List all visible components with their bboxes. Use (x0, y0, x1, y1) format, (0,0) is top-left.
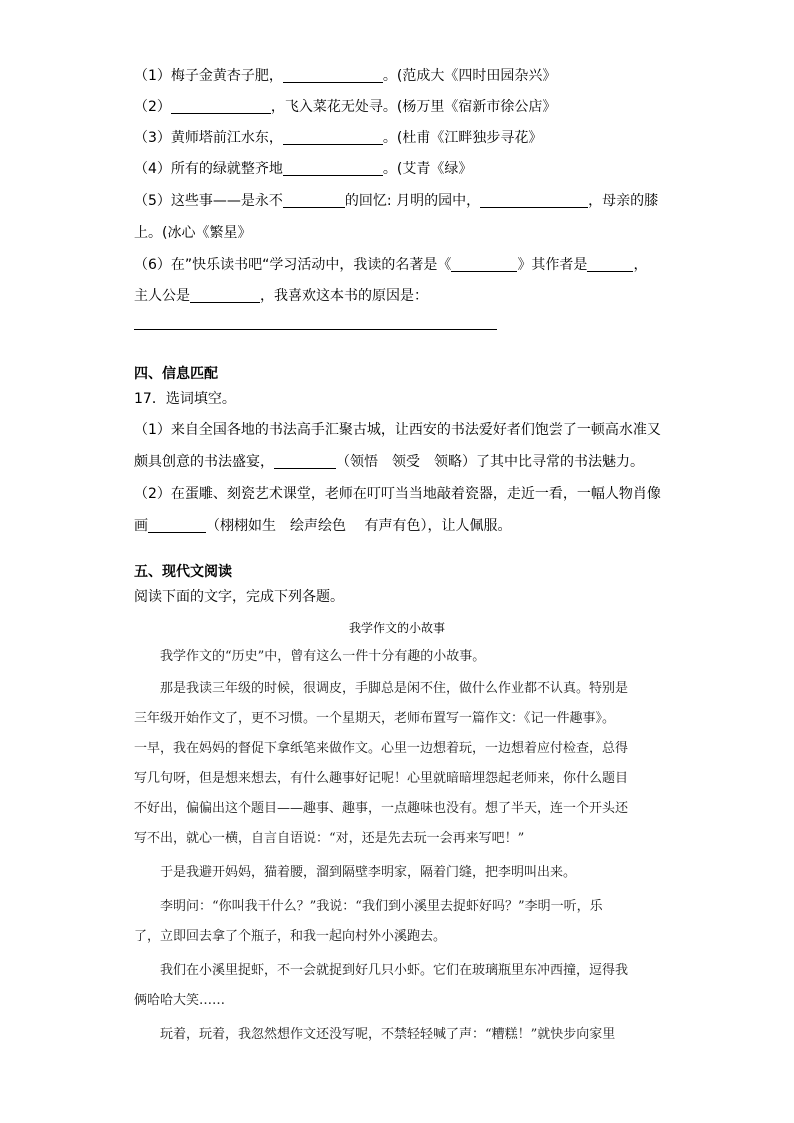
story-line: 一早，我在妈妈的督促下拿纸笔来做作文。心里一边想着玩，一边想着应付检查，总得 (134, 741, 629, 756)
story-line: 我学作文的“历史”中，曾有这么一件十分有趣的小故事。 (134, 649, 486, 664)
story-line: 写几句呀，但是想来想去，有什么趣事好记呢！心里就暗暗埋怨起老师来，你什么题目 (134, 771, 629, 786)
section-5-title: 五、现代文阅读 (134, 564, 232, 580)
question-text: 的回忆: 月明的园中， (344, 193, 481, 209)
question-text: ， (633, 257, 648, 273)
question-4 (134, 159, 472, 179)
story-line: 三年级开始作文了，更不习惯。一个星期天，老师布置写一篇作文：《记一件趣事》。 (134, 711, 616, 726)
story-line: 俩哈哈大笑…… (134, 993, 226, 1008)
question-text: 颇具创意的书法盛宴， (134, 454, 274, 470)
story-line: 写不出，就心一横，自言自语说：“对，还是先去玩一会再来写吧！” (134, 831, 525, 846)
story-line: 于是我避开妈妈，猫着腰，溜到隔壁李明家，隔着门缝，把李明叫出来。 (134, 865, 577, 880)
question-1 (134, 66, 556, 86)
answer-blank[interactable] (587, 257, 633, 272)
question-17-2-line2 (134, 516, 511, 536)
question-text: ，母亲的膝 (588, 193, 659, 209)
section-4-title: 四、信息匹配 (134, 366, 218, 382)
question-number: （1） (134, 68, 171, 84)
question-17-1-line1: （1）来自全国各地的书法高手汇聚古城，让西安的书法爱好者们饱尝了一顿高水准又 (134, 422, 661, 438)
answer-blank[interactable] (283, 130, 383, 145)
story-line: 不好出，偏偏出这个题目——趣事、趣事，一点趣味也没有。想了半天，连一个开头还 (134, 801, 629, 816)
answer-blank[interactable] (283, 193, 345, 208)
answer-blank[interactable] (171, 99, 271, 114)
question-5 (134, 191, 658, 211)
question-text: 所有的绿就整齐地 (170, 161, 283, 177)
question-6 (134, 255, 647, 275)
answer-blank[interactable] (451, 257, 517, 272)
question-6-continued (134, 286, 428, 306)
question-text: 主人公是 (134, 288, 190, 304)
question-text: 梅子金黄杏子肥， (170, 68, 283, 84)
question-number: （2） (134, 99, 171, 115)
question-text: 在”快乐读书吧“学习活动中，我读的名著是《 (170, 257, 452, 273)
question-17: 17．选词填空。 (134, 391, 236, 407)
question-number: （5） (134, 193, 171, 209)
question-text: ，飞入菜花无处寻。(杨万里《宿新市徐公店》 (270, 99, 557, 115)
answer-blank[interactable] (190, 288, 260, 303)
answer-blank[interactable] (283, 161, 383, 176)
question-text: 。(杜甫《江畔独步寻花》 (382, 130, 543, 146)
question-text: 黄师塔前江水东， (170, 130, 283, 146)
question-text: （栩栩如生 绘声绘色 有声有色），让人佩服。 (206, 518, 512, 534)
story-line: 玩着，玩着，我忽然想作文还没写呢，不禁轻轻喊了声：“糟糕！”就快步向家里 (134, 1027, 616, 1042)
answer-blank[interactable] (274, 454, 336, 469)
question-text: 》其作者是 (517, 257, 588, 273)
answer-line[interactable] (134, 329, 497, 330)
answer-blank[interactable] (480, 193, 588, 208)
question-text: ，我喜欢这本书的原因是： (260, 288, 428, 304)
question-number: （4） (134, 161, 171, 177)
reading-instruction: 阅读下面的文字，完成下列各题。 (134, 589, 344, 605)
question-text: （领悟 领受 领略）了其中比寻常的书法魅力。 (336, 454, 644, 470)
story-line: 我们在小溪里捉虾，不一会就捉到好几只小虾。它们在玻璃瓶里东冲西撞，逗得我 (134, 963, 629, 978)
question-text: 这些事——是永不 (170, 193, 283, 209)
question-number: （6） (134, 257, 171, 273)
question-5-continued: 上。(冰心《繁星》 (134, 225, 252, 241)
question-3 (134, 128, 542, 148)
story-title: 我学作文的小故事 (348, 621, 445, 635)
story-line: 了，立即回去拿了个瓶子，和我一起向村外小溪跑去。 (134, 929, 447, 944)
question-text: 画 (134, 518, 148, 534)
question-number: （3） (134, 130, 171, 146)
answer-blank[interactable] (283, 68, 383, 83)
question-2 (134, 97, 556, 117)
story-line: 李明问：“你叫我干什么？”我说：“我们到小溪里去捉虾好吗？”李明一听，乐 (134, 899, 603, 914)
story-line: 那是我读三年级的时候，很调皮，手脚总是闲不住，做什么作业都不认真。特别是 (134, 681, 629, 696)
question-17-1-line2 (134, 452, 644, 472)
answer-blank[interactable] (148, 518, 206, 533)
question-17-2-line1: （2）在蛋雕、刻瓷艺术课堂，老师在叮叮当当地敲着瓷器，走近一看，一幅人物肖像 (134, 486, 661, 502)
question-text: 。(范成大《四时田园杂兴》 (382, 68, 557, 84)
question-text: 。(艾青《绿》 (382, 161, 473, 177)
